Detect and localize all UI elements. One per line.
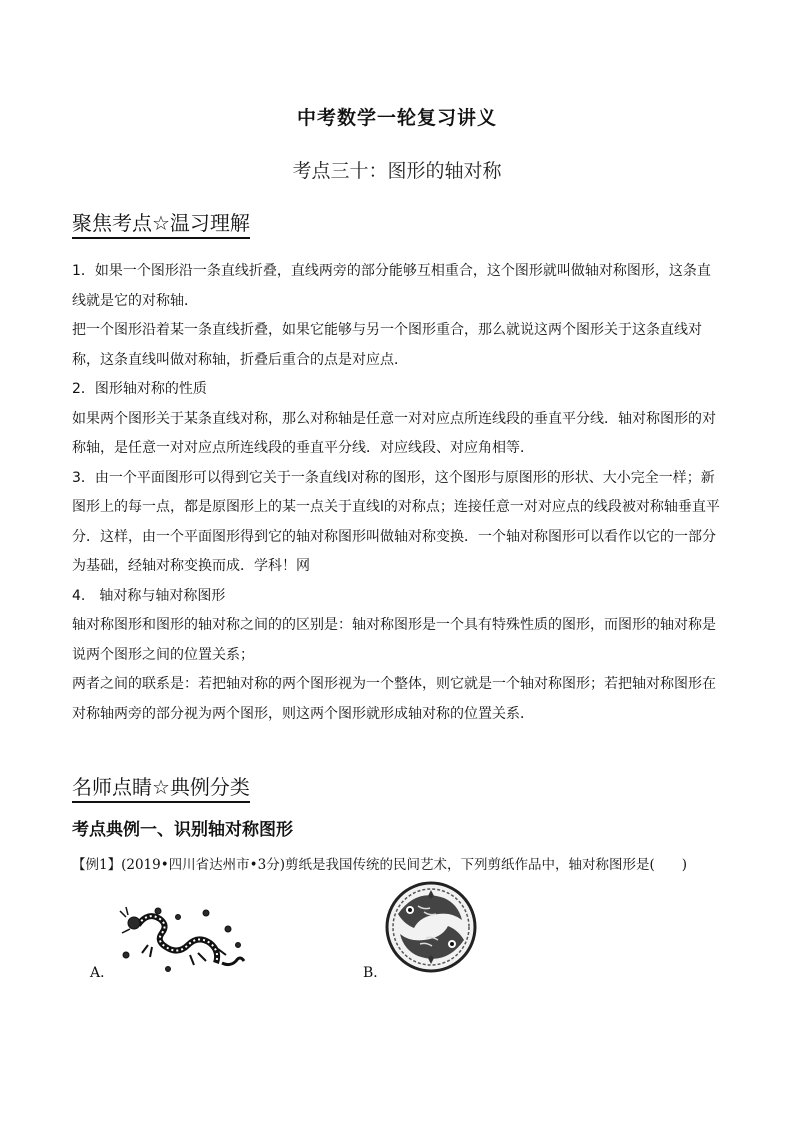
option-a-label: A． (90, 965, 115, 981)
paragraph-relation: 两者之间的联系是：若把轴对称的两个图形视为一个整体，则它就是一个轴对称图形；若把轴对称图形在对称轴两旁的部分视为两个图形，则这两个图形就形成轴对称的位置关系． (72, 676, 716, 722)
option-b-label: B． (363, 965, 388, 981)
section-heading-review: 聚焦考点☆温习理解 (72, 207, 250, 239)
paragraph-transformation: 3．由一个平面图形可以得到它关于一条直线l对称的图形，这个图形与原图形的形状、大小完全一样；新图形上的每一点，都是原图形上的某一点关于直线l的对称点；连接任意一对对应点的线段被对称轴垂直平分．这样，由一个平面图形得到它的轴对称图形叫做轴对称变换．一个轴对称图形可以看作以它的一部分为基础，经轴对称变换而成．学科！网 (72, 469, 720, 574)
option-a-image (118, 905, 246, 977)
option-b-image (384, 880, 478, 974)
paragraph-definition-2: 把一个图形沿着某一条直线折叠，如果它能够与另一个图形重合，那么就说这两个图形关于这条直线对称，这条直线叫做对称轴，折叠后重合的点是对应点． (72, 322, 702, 368)
document-subtitle: 考点三十：图形的轴对称 (292, 160, 502, 182)
review-content (72, 257, 722, 729)
document-title: 中考数学一轮复习讲义 (296, 107, 497, 129)
paragraph-difference: 轴对称图形和图形的轴对称之间的的区别是：轴对称图形是一个具有特殊性质的图形，而图形的轴对称是说两个图形之间的位置关系； (72, 617, 716, 663)
paragraph-heading-difference: 4. 轴对称与轴对称图形 (72, 587, 226, 604)
paragraph-heading-properties: 2．图形轴对称的性质 (72, 381, 207, 397)
example-question: 【例1】(2019•四川省达州市•3分)剪纸是我国传统的民间艺术，下列剪纸作品中，轴对称图形是( ) (72, 857, 688, 873)
paragraph-properties: 如果两个图形关于某条直线对称，那么对称轴是任意一对对应点所连线段的垂直平分线．轴对称图形的对称轴，是任意一对对应点所连线段的垂直平分线．对应线段、对应角相等． (72, 410, 716, 456)
fish-circle-papercut-icon (384, 880, 478, 974)
section-heading-examples: 名师点睛☆典例分类 (72, 771, 250, 803)
paragraph-definition-1: 1．如果一个图形沿一条直线折叠，直线两旁的部分能够互相重合，这个图形就叫做轴对称图形，这条直线就是它的对称轴． (72, 263, 711, 309)
dragon-papercut-icon (118, 905, 246, 977)
example-heading: 考点典例一、识别轴对称图形 (72, 820, 293, 840)
